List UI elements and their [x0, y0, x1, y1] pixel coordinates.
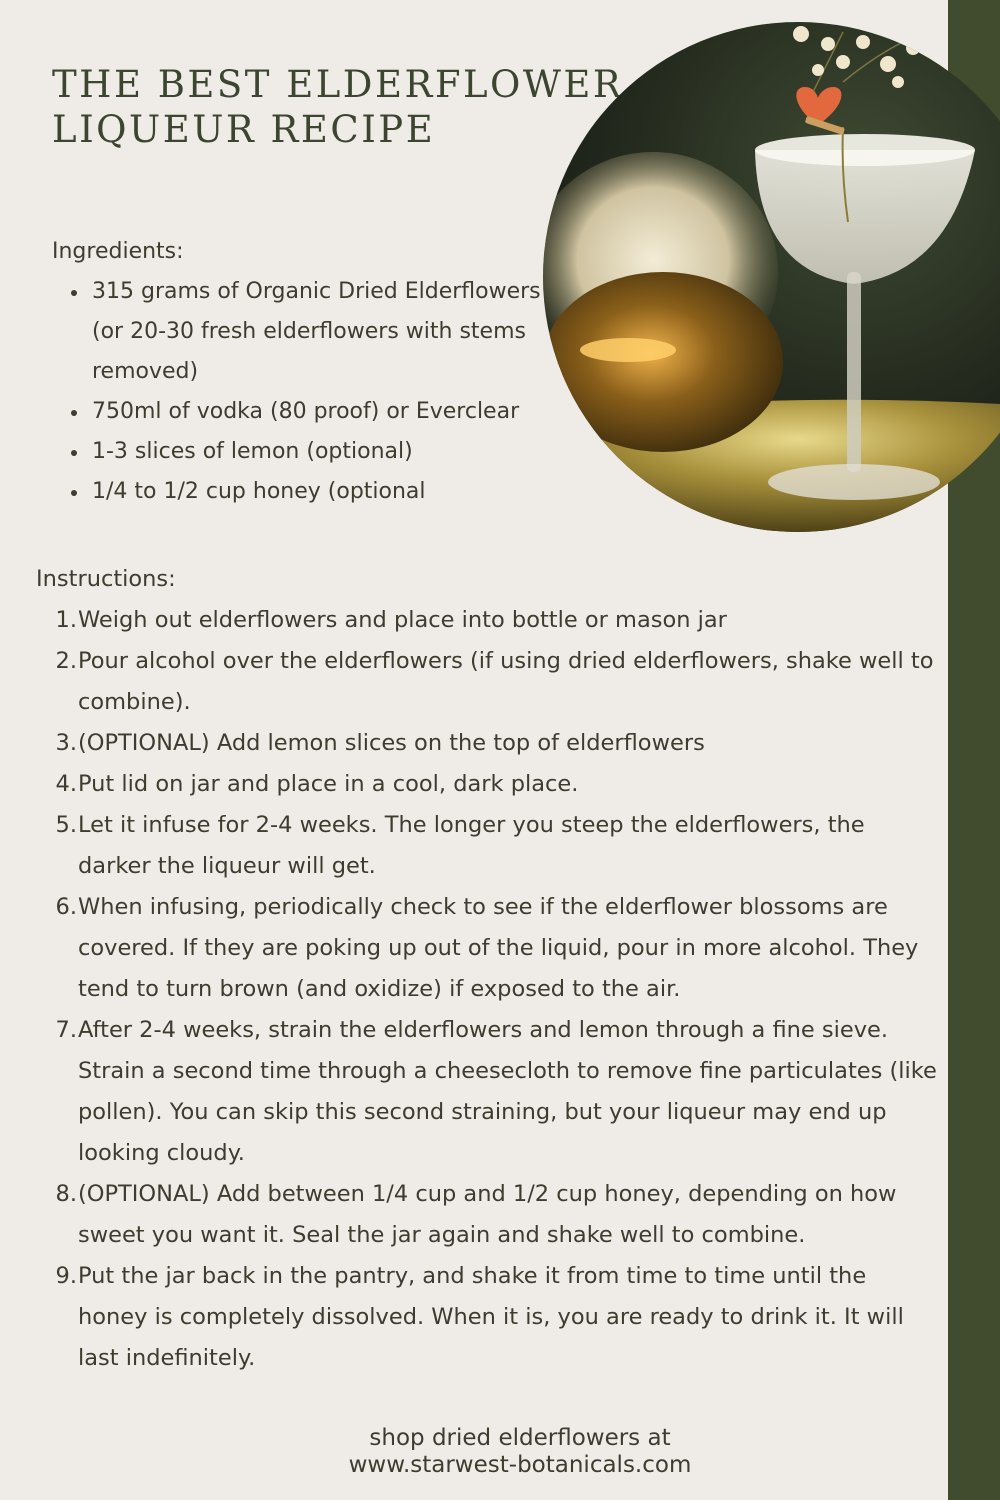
instruction-step [36, 1256, 941, 1379]
footer-website[interactable]: www.starwest-botanicals.com [348, 1452, 692, 1478]
ingredient-item: 750ml of vodka (80 proof) or Everclear [92, 392, 572, 432]
step-number: 7. [55, 1017, 77, 1043]
footer-shop-link [270, 1425, 770, 1479]
instruction-step [36, 1010, 941, 1174]
instruction-step [36, 887, 941, 1010]
instruction-step [36, 1174, 941, 1256]
instruction-step [36, 764, 941, 805]
recipe-title [52, 62, 623, 152]
ingredient-item: 315 grams of Organic Dried Elderflowers (or 20-30 fresh elderflowers with stems removed) [92, 272, 572, 392]
step-number: 6. [55, 894, 77, 920]
instructions-section [36, 559, 941, 1379]
step-number: 9. [55, 1263, 77, 1289]
step-number: 5. [55, 812, 77, 838]
step-text: Put lid on jar and place in a cool, dark place. [78, 771, 579, 797]
instruction-step [36, 723, 941, 764]
step-text: (OPTIONAL) Add between 1/4 cup and 1/2 cup honey, depending on how sweet you want it. Seal the jar again and shake well to combine. [78, 1181, 897, 1248]
ingredient-item: 1/4 to 1/2 cup honey (optional [92, 472, 572, 512]
ingredient-item: 1-3 slices of lemon (optional) [92, 432, 572, 472]
step-text: (OPTIONAL) Add lemon slices on the top of elderflowers [78, 730, 705, 756]
step-number: 4. [55, 771, 77, 797]
step-number: 2. [55, 648, 77, 674]
step-text: After 2-4 weeks, strain the elderflowers and lemon through a fine sieve. Strain a second time through a cheesecloth to remove fine particulates (like pollen). You can skip this second straining, but your liqueur may end up looking cloudy. [78, 1017, 937, 1166]
title-line-2: LIQUEUR RECIPE [52, 108, 436, 151]
ingredients-list [52, 272, 572, 512]
instruction-step [36, 600, 941, 641]
footer-line-1: shop dried elderflowers at [369, 1425, 671, 1451]
instructions-heading: Instructions: [36, 566, 176, 592]
step-text: Let it infuse for 2-4 weeks. The longer you steep the elderflowers, the darker the liqueur will get. [78, 812, 865, 879]
step-text: Put the jar back in the pantry, and shake it from time to time until the honey is completely dissolved. When it is, you are ready to drink it. It will last indefinitely. [78, 1263, 904, 1371]
ingredients-section [52, 232, 572, 512]
instructions-list [36, 600, 941, 1379]
step-text: When infusing, periodically check to see if the elderflower blossoms are covered. If they are poking up out of the liquid, pour in more alcohol. They tend to turn brown (and oxidize) if exposed to the air. [78, 894, 919, 1002]
title-line-1: THE BEST ELDERFLOWER [52, 63, 624, 106]
step-text: Weigh out elderflowers and place into bottle or mason jar [78, 607, 727, 633]
step-number: 8. [55, 1181, 77, 1207]
ingredients-heading: Ingredients: [52, 239, 184, 264]
step-number: 3. [55, 730, 77, 756]
instruction-step [36, 641, 941, 723]
step-text: Pour alcohol over the elderflowers (if using dried elderflowers, shake well to combine). [78, 648, 934, 715]
step-number: 1. [55, 607, 77, 633]
instruction-step [36, 805, 941, 887]
